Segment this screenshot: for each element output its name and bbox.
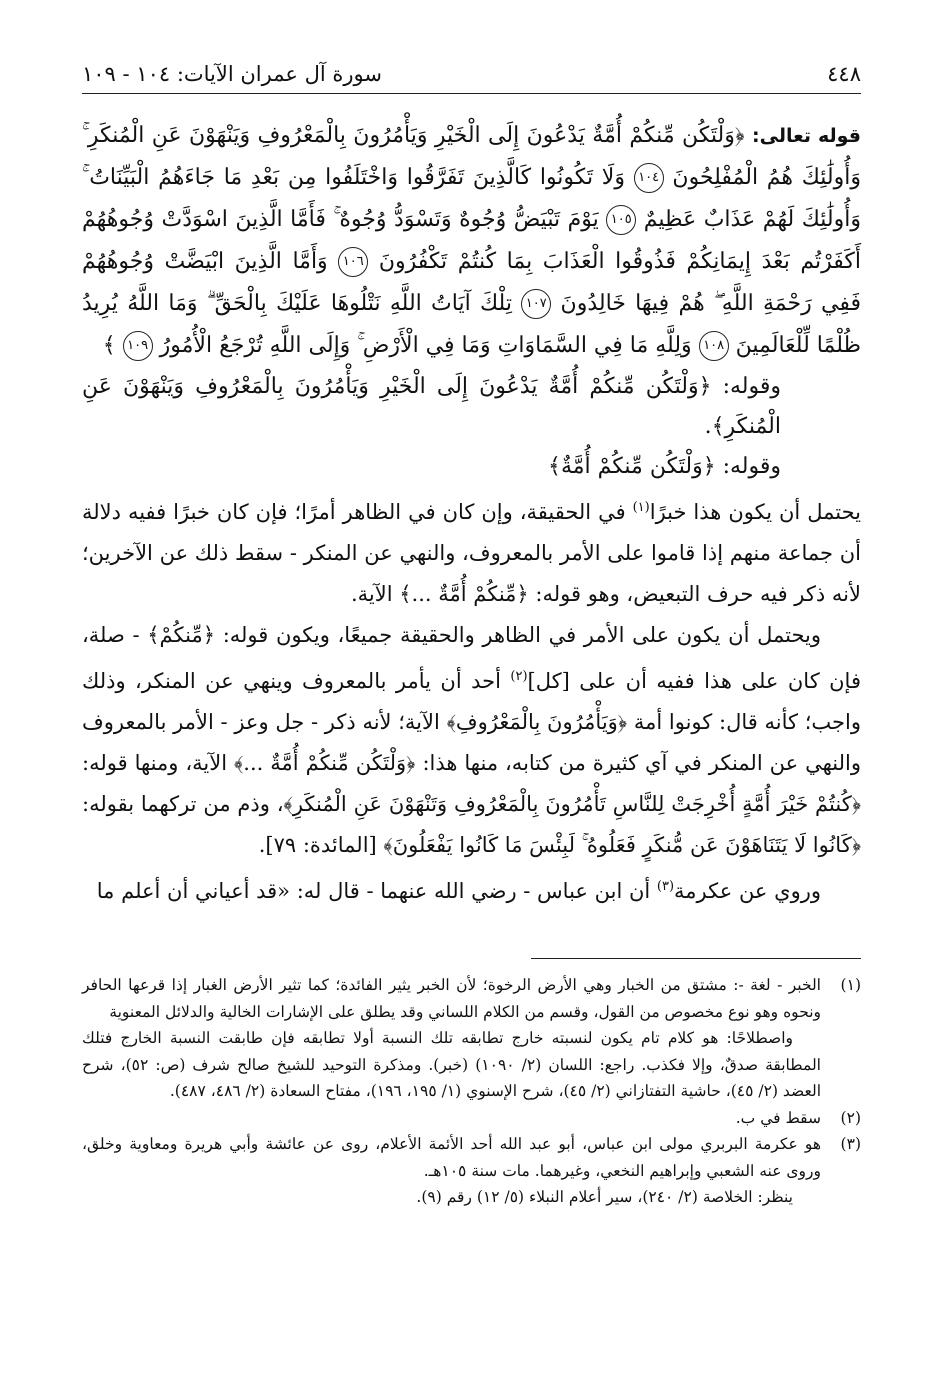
verse-close: ﴾ bbox=[102, 333, 116, 358]
footnote-3-continuation: ينظر: الخلاصة (٢/ ٢٤٠)، سير أعلام النبلاء (٥/ ١٢) رقم (٩). bbox=[416, 1188, 793, 1206]
footnote-1 bbox=[82, 972, 861, 1025]
footnote-2 bbox=[82, 1105, 861, 1132]
paragraph-3-text-a: وروي عن عكرمة bbox=[674, 879, 821, 903]
paragraph-1 bbox=[82, 487, 861, 615]
footnote-ref-3: (٣) bbox=[656, 879, 675, 894]
page-number: ٤٤٨ bbox=[827, 62, 861, 86]
verse-part-6: وَلِلَّهِ مَا فِي السَّمَاوَاتِ وَمَا فِي الْأَرْضِ ۚ وَإِلَى اللَّهِ تُرْجَعُ الْأُمُورُ bbox=[159, 333, 692, 358]
footnote-number: (١) bbox=[840, 976, 861, 994]
verse-part-2: وَلَا تَكُونُوا كَالَّذِينَ تَفَرَّقُوا وَاخْتَلَفُوا مِن بَعْدِ مَا جَاءَهُمُ الْبَيِّنَاتُ ۚ وَأُولَٰئِكَ لَهُمْ عَذَابٌ عَظِيمٌ bbox=[82, 165, 861, 232]
running-title: سورة آل عمران الآيات: ١٠٤ - ١٠٩ bbox=[82, 62, 382, 86]
ayah-marker-104: ١٠٤ bbox=[634, 163, 664, 193]
footnotes bbox=[82, 972, 861, 1211]
main-text bbox=[82, 115, 861, 912]
quote-line-2: وقوله: ﴿وَلْتَكُن مِّنكُمْ أُمَّةٌ﴾ bbox=[548, 454, 781, 479]
footnote-text: سقط في ب. bbox=[735, 1108, 821, 1127]
footnote-text: هو عكرمة البربري مولى ابن عباس، أبو عبد الله أحد الأئمة الأعلام، روى عن عائشة وأبي هريرة ومعاوية وخلق، وروى عنه الشعبي وإبراهيم النخعي، وغيرهما. مات سنة ١٠٥هـ. bbox=[82, 1135, 821, 1180]
verse-block bbox=[82, 115, 861, 367]
verse-part-4: وَأَمَّا الَّذِينَ ابْيَضَّتْ وُجُوهُهُمْ فَفِي رَحْمَةِ اللَّهِ ۖ هُمْ فِيهَا خَالِدُونَ bbox=[82, 249, 861, 316]
verse-lead: قوله تعالى: bbox=[752, 125, 861, 147]
paragraph-3-text-b: أن ابن عباس - رضي الله عنهما - قال له: «قد أعياني أن أعلم ما bbox=[96, 879, 657, 903]
ayah-marker-109: ١٠٩ bbox=[123, 331, 153, 361]
ayah-marker-108: ١٠٨ bbox=[699, 331, 729, 361]
footnote-text: الخبر - لغة -: مشتق من الخبار وهي الأرض الرخوة؛ لأن الخبر يثير الفائدة؛ كما تثير الأرض الغبار إذا قرعها الحافر ونحوه وهو نوع مخصوص من القول، وقسم من الكلام اللساني وقد يطلق على الإشارات الخالية والدلائل المعنوية bbox=[82, 976, 821, 1021]
paragraph-2 bbox=[82, 615, 861, 866]
ayah-marker-105: ١٠٥ bbox=[606, 205, 636, 235]
paragraph-2-text-b: أحد أن يأمر بالمعروف وينهي عن المنكر، وذلك واجب؛ كأنه قال: كونوا أمة ﴿وَيَأْمُرُونَ بِالْمَعْرُوفِ﴾ الآية؛ لأنه ذكر - جل وعز - الأمر بالمعروف والنهي عن المنكر في آي كثيرة من كتابه، منها هذا: ﴿وَلْتَكُن مِّنكُمْ أُمَّةٌ ...﴾ الآية، ومنها قوله: ﴿كُنتُمْ خَيْرَ أُمَّةٍ أُخْرِجَتْ لِلنَّاسِ تَأْمُرُونَ بِالْمَعْرُوفِ وَتَنْهَوْنَ عَنِ الْمُنكَرِ﴾، وذم من تركهما بقوله: ﴿كَانُوا لَا يَتَنَاهَوْنَ عَن مُّنكَرٍ فَعَلُوهُ ۚ لَبِئْسَ مَا كَانُوا يَفْعَلُونَ﴾ [المائدة: ٧٩]. bbox=[82, 669, 861, 857]
paragraph-2-text-a: ويحتمل أن يكون على الأمر في الظاهر والحقيقة جميعًا، ويكون قوله: ﴿مِّنكُمْ﴾ - صلة، فإن كان على هذا ففيه أن على [كل] bbox=[82, 623, 861, 693]
footnote-number: (٢) bbox=[840, 1108, 861, 1127]
footnote-3 bbox=[82, 1131, 861, 1184]
footnote-separator bbox=[531, 958, 861, 959]
verse-part-5: تِلْكَ آيَاتُ اللَّهِ نَتْلُوهَا عَلَيْكَ بِالْحَقِّ ۗ وَمَا اللَّهُ يُرِيدُ ظُلْمًا لِّلْعَالَمِينَ bbox=[82, 291, 861, 358]
footnote-1-continuation: واصطلاحًا: هو كلام تام يكون لنسبته خارج تطابقه تلك النسبة أولا تطابقه فإن طابقت النسبة الخارج فتلك المطابقة صدقٌ، وإلا فكذب. راجع: اللسان (٢/ ١٠٩٠) (خبر). ومذكرة التوحيد للشيخ صالح شرف (ص: ٥٢)، شرح العضد (٢/ ٤٥)، حاشية التفتازاني (٢/ ٤٥)، شرح الإسنوي (١/ ١٩٥، ١٩٦)، مفتاح السعادة (٢/ ٤٨٦، ٤٨٧). bbox=[82, 1029, 821, 1100]
quote-line-1: وقوله: ﴿وَلْتَكُن مِّنكُمْ أُمَّةٌ يَدْعُونَ إِلَى الْخَيْرِ وَيَأْمُرُونَ بِالْمَعْرُوفِ وَيَنْهَوْنَ عَنِ الْمُنكَرِ﴾. bbox=[82, 374, 781, 439]
paragraph-1-text-b: في الحقيقة، وإن كان في الظاهر أمرًا؛ فإن كان خبرًا ففيه دلالة أن جماعة منهم إذا قاموا على الأمر بالمعروف، والنهي عن المنكر - سقط ذلك عن الآخرين؛ لأنه ذكر فيه حرف التبعيض، وهو قوله: ﴿مِّنكُمْ أُمَّةٌ ...﴾ الآية. bbox=[82, 500, 861, 606]
verse-part-1: ﴿وَلْتَكُن مِّنكُمْ أُمَّةٌ يَدْعُونَ إِلَى الْخَيْرِ وَيَأْمُرُونَ بِالْمَعْرُوفِ وَيَنْهَوْنَ عَنِ الْمُنكَرِ ۚ وَأُولَٰئِكَ هُمُ الْمُفْلِحُونَ bbox=[82, 123, 861, 190]
ayah-marker-106: ١٠٦ bbox=[338, 247, 368, 277]
footnote-number: (٣) bbox=[840, 1135, 861, 1153]
footnote-ref-1: (١) bbox=[632, 500, 650, 515]
page-header bbox=[82, 55, 861, 94]
paragraph-1-text-a: يحتمل أن يكون هذا خبرًا bbox=[649, 500, 861, 524]
footnote-ref-2: (٢) bbox=[510, 669, 528, 684]
ayah-marker-107: ١٠٧ bbox=[521, 289, 551, 319]
verse-part-3: يَوْمَ تَبْيَضُّ وُجُوهٌ وَتَسْوَدُّ وُجُوهٌ ۚ فَأَمَّا الَّذِينَ اسْوَدَّتْ وُجُوهُهُمْ أَكَفَرْتُم بَعْدَ إِيمَانِكُمْ فَذُوقُوا الْعَذَابَ بِمَا كُنتُمْ تَكْفُرُونَ bbox=[82, 207, 862, 274]
paragraph-3 bbox=[82, 866, 861, 912]
